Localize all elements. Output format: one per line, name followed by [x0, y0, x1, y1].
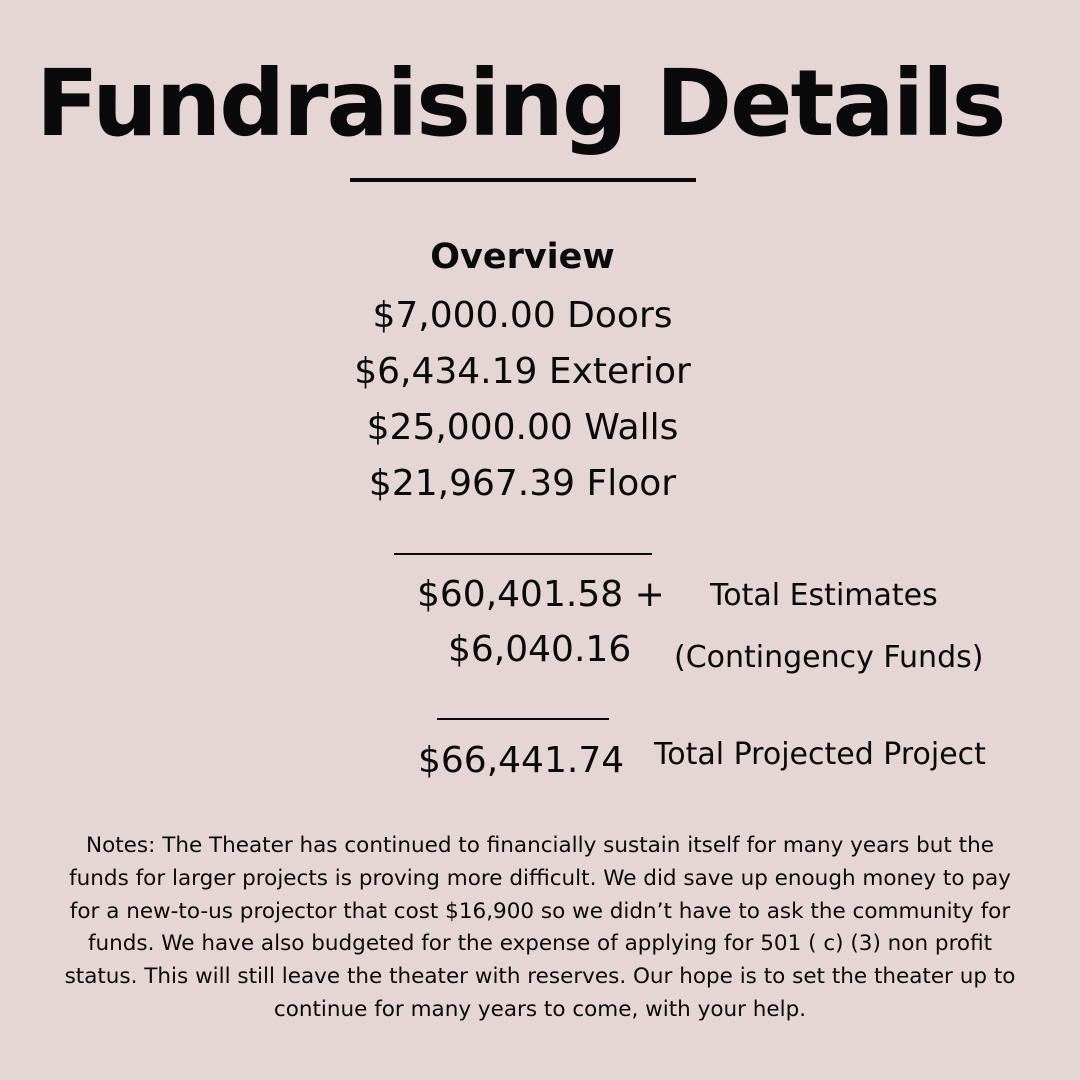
total-estimates-label: Total Estimates	[710, 578, 938, 613]
overview-item-exterior	[0, 344, 1045, 400]
item-amount: $21,967.39	[368, 463, 576, 504]
overview-item-doors	[0, 288, 1045, 344]
overview-item-walls	[0, 400, 1045, 456]
total-estimates-amount: $60,401.58 +	[417, 574, 665, 615]
notes-paragraph: Notes: The Theater has continued to financially sustain itself for many years but the funds for larger projects is proving more difficult. We did save up enough money to pay for a new-to-us projector that cost $16,900 so we didn’t have to ask the community for funds. We have also budgeted for the expense of applying for 501 ( c) (3) non profit status. This will still leave the theater with reserves. Our hope is to set the theater up to continue for many years to come, with your help.	[64, 833, 1016, 1022]
item-label: Exterior	[548, 351, 691, 392]
title-underline	[350, 178, 696, 182]
item-amount: $6,434.19	[354, 351, 538, 392]
contingency-label: (Contingency Funds)	[674, 640, 984, 675]
projected-label: Total Projected Project	[654, 737, 986, 772]
sum-divider	[394, 553, 652, 555]
item-label: Floor	[586, 463, 677, 504]
contingency-amount: $6,040.16	[448, 629, 632, 670]
item-label: Walls	[584, 407, 679, 448]
projected-amount: $66,441.74	[418, 740, 625, 781]
item-label: Doors	[567, 295, 673, 336]
overview-heading: Overview	[430, 237, 615, 277]
grand-total-divider	[437, 718, 609, 720]
item-amount: $7,000.00	[372, 295, 556, 336]
item-amount: $25,000.00	[366, 407, 573, 448]
overview-item-floor	[0, 456, 1045, 512]
overview-list	[0, 288, 1045, 512]
page-title: Fundraising Details	[36, 50, 1005, 157]
